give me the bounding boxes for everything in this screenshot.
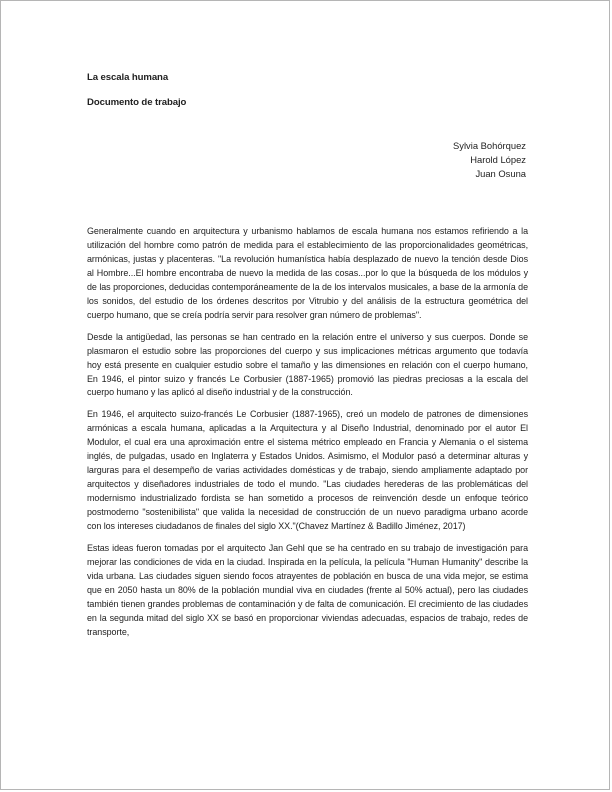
document-title: La escala humana [87, 72, 169, 83]
body-paragraph: En 1946, el arquitecto suizo-francés Le Corbusier (1887-1965), creó un modelo de patrones de dimensiones armónicas a escala humana, aplicadas a la Arquitectura y al Diseño Industrial, denominado por el autor El Modulor, el cual era una aproximación entre el sistema métrico empleado en Francia y Alemania o el sistema inglés, de pulgadas, usado en Inglaterra y Estados Unidos. Asimismo, el Modulor pasó a determinar alturas y larguras para el desempeño de varias actividades domésticas y de trabajo, siendo ampliamente adaptado por arquitectos y diseñadores industriales de todo el mundo. "Las ciudades herederas de las problemáticas del modernismo industrializado fordista se han sometido a procesos de reinvención desde un enfoque teórico postmoderno "sostenibilista" que valida la necesidad de construcción de un nuevo paradigma urbano acorde con los intereses ciudadanos de finales del siglo XX."(Chavez Martínez & Badillo Jiménez, 2017) [87, 409, 528, 532]
body-paragraph: Desde la antigüedad, las personas se han centrado en la relación entre el universo y sus cuerpos. Donde se plasmaron el estudio sobre las proporciones del cuerpo y sus implicaciones métricas argumento que todavía hoy está presente en cualquier estudio sobre el tamaño y las dimensiones en relación con el cuerpo humano, En 1946, el pintor suizo y francés Le Corbusier (1887-1965) promovió las piedras preciosas a la escala del cuerpo humano y las aplicó al diseño industrial y de la construcción. [87, 331, 528, 398]
author-name: Harold López [470, 153, 526, 165]
body-paragraph: Generalmente cuando en arquitectura y urbanismo hablamos de escala humana nos estamos refiriendo a la utilización del hombre como patrón de medida para el establecimiento de las proporcionalidades geométricas, armónicas, justas y placenteras. "La revolución humanística había desplazado de nuevo la tención desde Dios al Hombre...El hombre encontraba de nuevo la medida de las cosas...por lo que la búsqueda de los módulos y de las proporciones, deducidas contemporáneamente de la de los intervalos musicales, a base de la armonía de los sonidos, del estudio de los órdenes descritos por Vitrubio y del análisis de la estructura geométrica del cuerpo humano, que se creía podría servir para resolver gran número de problemas". [87, 226, 528, 320]
author-name: Sylvia Bohórquez [453, 140, 526, 151]
author-name: Juan Osuna [475, 167, 526, 179]
document-subtitle: Documento de trabajo [87, 97, 187, 108]
body-paragraph: Estas ideas fueron tomadas por el arquitecto Jan Gehl que se ha centrado en su trabajo de investigación para mejorar las condiciones de vida en la ciudad. Inspirada en la película, la película "Human Humanity" describe la vida urbana. Las ciudades siguen siendo focos atrayentes de población en busca de una vida mejor, se estima que en 2050 hasta un 80% de la población mundial viva en ciudades (frente al 50% actual), pero las ciudades también tienen grandes problemas de contaminación y de falta de comunicación. El crecimiento de las ciudades en la segunda mitad del siglo XX se basó en proporcionar viviendas adecuadas, espacios de trabajo, redes de transporte, [87, 543, 528, 637]
document-body [87, 225, 528, 640]
author-list [453, 139, 526, 180]
